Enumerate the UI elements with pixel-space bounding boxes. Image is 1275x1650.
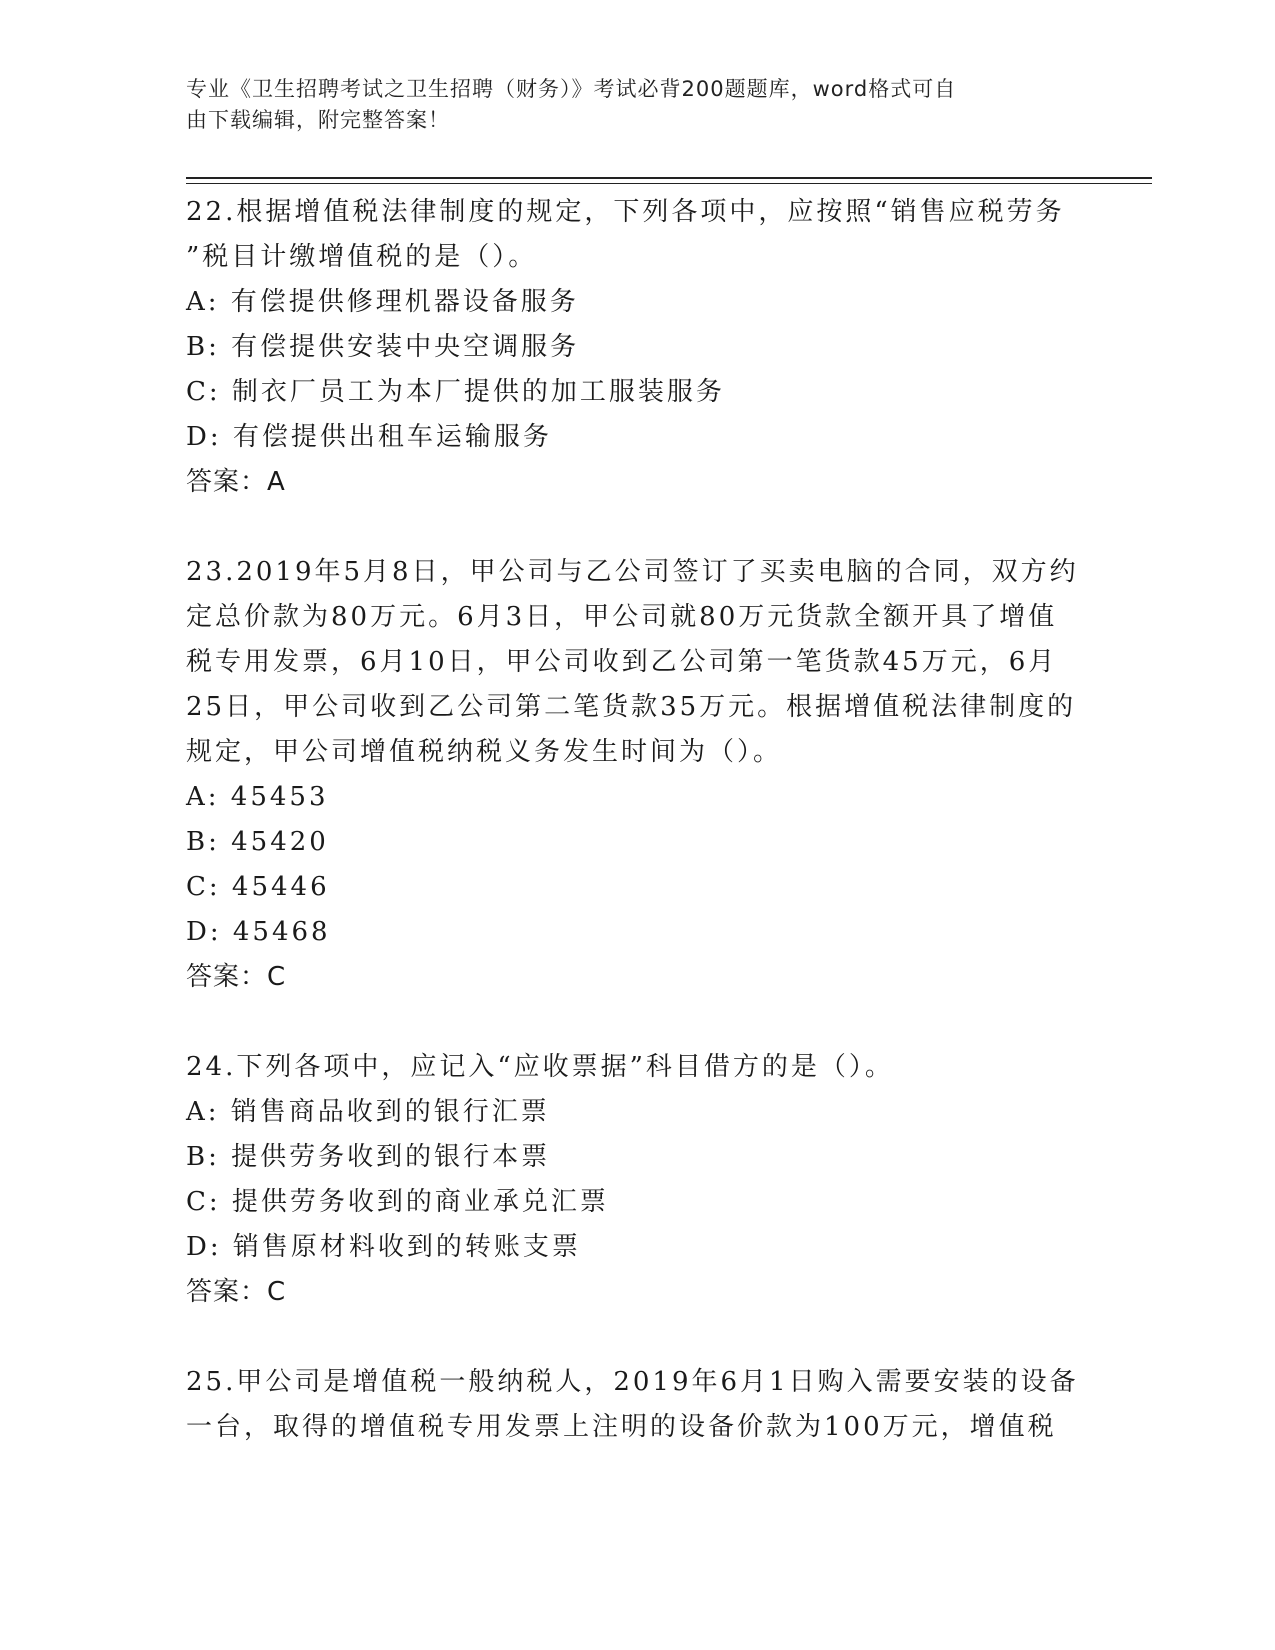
option-a: A: 45453 xyxy=(186,782,329,812)
header-divider-thick xyxy=(186,177,1152,179)
spacer xyxy=(186,505,1086,550)
question-stem-line: 一台，取得的增值税专用发票上注明的设备价款为100万元，增值税 xyxy=(186,1412,1057,1442)
option-a: A: 有偿提供修理机器设备服务 xyxy=(186,287,579,317)
option-c: C: 45446 xyxy=(186,872,330,902)
header-line-1: 专业《卫生招聘考试之卫生招聘（财务）》考试必背200题题库，word格式可自 xyxy=(186,77,957,101)
question-stem-line: 定总价款为80万元。6月3日，甲公司就80万元货款全额开具了增值 xyxy=(186,602,1058,632)
header-line-2: 由下载编辑，附完整答案！ xyxy=(186,108,450,132)
question-stem-line: 22.根据增值税法律制度的规定，下列各项中，应按照“销售应税劳务 xyxy=(186,197,1065,227)
header-divider-thin xyxy=(186,183,1152,184)
option-c: C: 制衣厂员工为本厂提供的加工服装服务 xyxy=(186,377,725,407)
document-header xyxy=(186,74,1066,136)
question-list xyxy=(186,190,1086,1450)
question-stem-line: 税专用发票，6月10日，甲公司收到乙公司第一笔货款45万元，6月 xyxy=(186,647,1058,677)
answer-line: 答案：A xyxy=(186,467,286,497)
question-stem-line: 23.2019年5月8日，甲公司与乙公司签订了买卖电脑的合同，双方约 xyxy=(186,557,1079,587)
question-stem-line: 规定，甲公司增值税纳税义务发生时间为（）。 xyxy=(186,737,783,767)
option-d: D: 有偿提供出租车运输服务 xyxy=(186,422,552,452)
question-stem-line: ”税目计缴增值税的是（）。 xyxy=(186,242,538,272)
option-a: A: 销售商品收到的银行汇票 xyxy=(186,1097,550,1127)
question-25 xyxy=(186,1360,1086,1450)
question-23 xyxy=(186,550,1086,1000)
answer-line: 答案：C xyxy=(186,1277,287,1307)
spacer xyxy=(186,1000,1086,1045)
question-stem-line: 25日，甲公司收到乙公司第二笔货款35万元。根据增值税法律制度的 xyxy=(186,692,1077,722)
option-b: B: 提供劳务收到的银行本票 xyxy=(186,1142,551,1172)
question-22 xyxy=(186,190,1086,505)
spacer xyxy=(186,1315,1086,1360)
option-c: C: 提供劳务收到的商业承兑汇票 xyxy=(186,1187,609,1217)
option-d: D: 45468 xyxy=(186,917,331,947)
option-b: B: 45420 xyxy=(186,827,329,857)
answer-line: 答案：C xyxy=(186,962,287,992)
question-stem-line: 24.下列各项中，应记入“应收票据”科目借方的是（）。 xyxy=(186,1052,894,1082)
question-24 xyxy=(186,1045,1086,1315)
question-stem-line: 25.甲公司是增值税一般纳税人，2019年6月1日购入需要安装的设备 xyxy=(186,1367,1079,1397)
option-d: D: 销售原材料收到的转账支票 xyxy=(186,1232,581,1262)
option-b: B: 有偿提供安装中央空调服务 xyxy=(186,332,580,362)
